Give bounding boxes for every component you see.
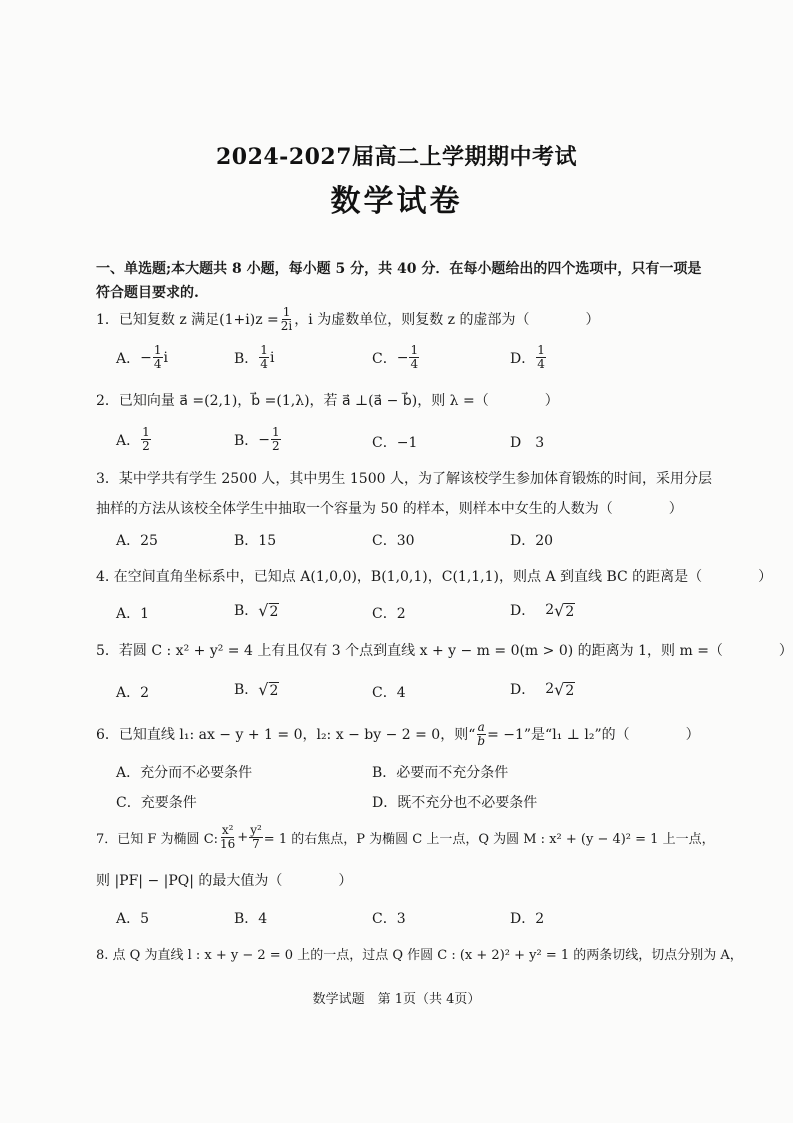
q1-option-a [116,344,168,371]
option-label: A． [116,350,141,367]
question-4: 4. 在空间直角坐标系中，已知点 A(1,0,0)，B(1,0,1)，C(1,1,1)，则点 A 到直线 BC 的距离是（ ） [96,569,773,585]
option-fraction [271,426,281,453]
fraction-denominator: 4 [260,357,268,371]
radicand: 2 [565,603,575,620]
question-1-fraction [280,306,293,333]
fraction-denominator: 2i [280,318,293,333]
fraction-denominator: b [477,733,486,748]
option-label: B． [234,603,259,619]
section-heading-line2: 符合题目要求的. [96,285,199,301]
sqrt-expression [258,680,279,699]
sqrt-expression [554,680,575,699]
radicand: 2 [269,603,279,620]
q3-option-d: D．20 [510,533,554,549]
q5-option-d [510,679,575,699]
q2-option-d: D 3 [510,435,545,451]
option-suffix: i [163,349,168,366]
radicand: 2 [565,682,575,699]
plus-sign: + [237,829,249,845]
question-3-line1: 3．某中学共有学生 2500 人，其中男生 1500 人，为了解该校学生参加体育锻炼的时间，采用分层 [96,471,712,487]
option-sign: − [396,349,409,366]
question-1-post: ，i 为虚数单位，则复数 z 的虚部为（ ） [294,312,600,328]
option-suffix: i [269,349,275,366]
sqrt-expression [554,601,575,620]
q7-option-c: C．3 [372,911,406,927]
option-label: C． [372,350,397,367]
exam-subtitle: 数学试卷 [330,184,463,219]
q6-option-a: A．充分而不必要条件 [116,765,253,781]
radical-sign-icon: √ [554,600,565,620]
option-label: B． [234,682,259,698]
fraction-numerator: 1 [537,343,545,357]
radical-sign-icon: √ [554,679,565,699]
radical-sign-icon: √ [258,600,269,620]
option-sign: − [140,349,152,366]
q7-option-d: D．2 [510,911,545,927]
section-heading-line1: 一、单选题;本大题共 8 小题，每小题 5 分，共 40 分．在每小题给出的四个选项中，只有一项是 [96,261,702,277]
sqrt-expression [258,601,279,620]
option-fraction [153,344,163,371]
q1-option-d [510,344,547,371]
fraction-numerator: 1 [282,304,291,319]
exam-title: 2024-2027届高二上学期期中考试 [215,144,578,170]
q6-option-b: B．必要而不充分条件 [372,765,509,781]
question-7-pre: 7．已知 F 为椭圆 C: [96,831,219,847]
fraction-numerator: 1 [272,425,280,439]
fraction-numerator: x² [221,822,234,837]
option-label: D． [510,350,536,367]
q1-option-c [372,344,420,371]
q4-option-d [510,600,575,620]
q7-option-a: A．5 [116,911,150,927]
option-fraction [536,344,546,371]
question-7-line2: 则 |PF| − |PQ| 的最大值为（ ） [96,873,353,889]
q2-option-a [116,426,152,453]
q4-option-c: C．2 [372,606,406,622]
option-label: D． [510,682,536,698]
option-label: D． [510,603,536,619]
fraction-denominator: 7 [252,836,260,851]
option-label: A． [116,432,141,449]
option-sign: − [258,431,271,448]
question-1-pre: 1．已知复数 z 满足(1+i)z = [96,312,279,328]
question-2: 2．已知向量 a⃗ =(2,1)，b⃗ =(1,λ)，若 a⃗ ⊥(a⃗ − b⃗)，则 λ =（ ） [96,393,559,409]
radicand: 2 [269,682,279,699]
coefficient: 2 [545,681,555,697]
q5-option-a: A．2 [116,685,150,701]
question-5: 5．若圆 C : x² + y² = 4 上有且仅有 3 个点到直线 x + y − m = 0(m > 0) 的距离为 1，则 m =（ ） [96,643,793,659]
option-label: B． [234,350,259,367]
option-fraction [141,426,151,453]
fraction-numerator: 1 [142,425,150,439]
option-fraction [409,344,419,371]
q5-option-b [234,679,279,699]
q4-option-b [234,600,279,620]
question-1 [96,302,599,336]
page-footer: 数学试题 第 1页（共 4页） [312,992,481,1007]
fraction-numerator: 1 [260,343,268,357]
q3-option-a: A．25 [116,533,158,549]
radical-sign-icon: √ [258,679,269,699]
question-6-pre: 6．已知直线 l₁: ax − y + 1 = 0，l₂: x − by − 2 = 0，则“ [96,727,476,743]
q2-option-b [234,426,282,453]
question-7-post: = 1 的右焦点，P 为椭圆 C 上一点，Q 为圆 M : x² + (y − 4)² = 1 上一点， [263,831,715,847]
q7-option-b: B．4 [234,911,268,927]
q5-option-c: C．4 [372,685,406,701]
question-8: 8. 点 Q 为直线 l : x + y − 2 = 0 上的一点，过点 Q 作圆 C : (x + 2)² + y² = 1 的两条切线，切点分别为 A， [96,948,743,963]
fraction-numerator: a [477,719,485,734]
option-fraction [259,344,269,371]
coefficient: 2 [545,602,555,618]
question-7 [96,818,715,856]
q6-option-c: C．充要条件 [116,795,197,811]
fraction-numerator: 1 [153,343,162,357]
question-6-fraction [476,721,486,748]
fraction-denominator: 4 [153,357,162,371]
question-3-line2: 抽样的方法从该校全体学生中抽取一个容量为 50 的样本，则样本中女生的人数为（ ） [96,501,683,517]
fraction-denominator: 2 [142,439,150,453]
ellipse-y-fraction [249,824,263,851]
q4-option-a: A．1 [116,606,150,622]
ellipse-x-fraction [219,824,236,851]
question-6-post: = −1”是“l₁ ⊥ l₂”的（ ） [487,727,700,743]
q3-option-c: C．30 [372,533,415,549]
fraction-denominator: 16 [220,836,236,851]
fraction-denominator: 2 [272,439,280,453]
q3-option-b: B．15 [234,533,277,549]
fraction-numerator: y² [250,822,262,837]
fraction-denominator: 4 [410,357,419,371]
fraction-denominator: 4 [537,357,545,371]
question-6 [96,716,700,752]
q1-option-b [234,344,274,371]
q6-option-d: D．既不充分也不必要条件 [372,795,538,811]
q2-option-c: C．−1 [372,435,418,451]
fraction-numerator: 1 [410,343,419,357]
option-label: B． [234,432,259,449]
